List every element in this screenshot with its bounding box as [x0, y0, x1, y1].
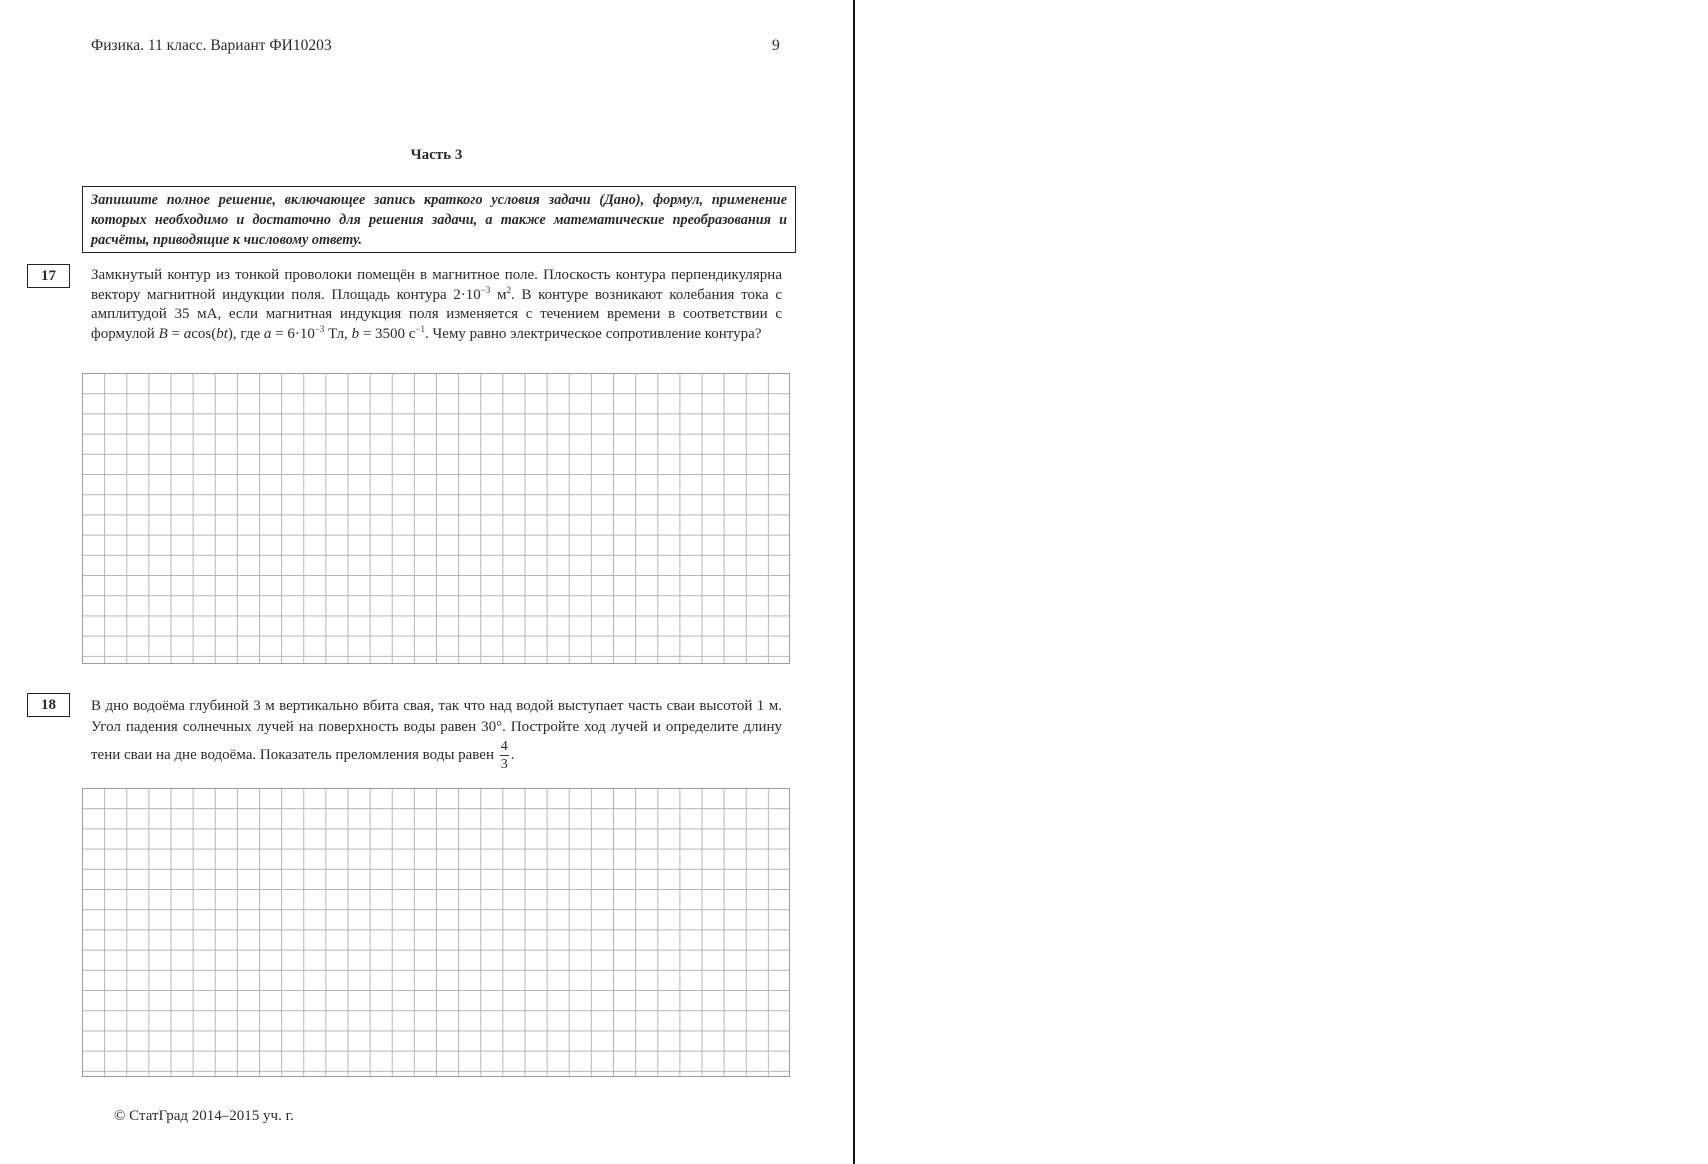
task-17-text-part: . Чему равно электрическое сопротивление контура?	[425, 326, 762, 343]
task-17-text-part: ), где	[227, 326, 264, 343]
task-17-text-part: = 3500 с	[359, 326, 416, 343]
instruction-box: Запишите полное решение, включающее запись краткого условия задачи (Дано), формул, применение которых необходимо и достаточно для решения задачи, а также математические преобразования и расчёты, приводящие к числовому ответу.	[82, 186, 796, 253]
task-17-text-part: cos(	[191, 326, 217, 343]
task-17-var: B	[158, 326, 168, 343]
task-17-text-part: Замкнутый контур из тонкой проволоки помещён в магнитное поле. Плоскость контура перпендикулярна вектору магнитной индукции поля. Площадь контура 2·10	[91, 267, 782, 303]
task-17-text-part: Тл,	[324, 326, 352, 343]
task-18-text	[91, 696, 782, 773]
task-17-var: a	[183, 326, 192, 343]
blank-facing-page	[855, 0, 1708, 1164]
task-17-number: 17	[27, 264, 70, 288]
task-17-exponent: −3	[480, 284, 491, 295]
task-18-number: 18	[27, 693, 70, 717]
footer-copyright: © СтатГрад 2014–2015 уч. г.	[114, 1108, 294, 1124]
document-page	[0, 0, 852, 1164]
fraction-numerator: 4	[500, 739, 508, 754]
task-17-exponent: −3	[314, 324, 325, 335]
task-17-text-part: . В контуре возникают колебания тока с амплитудой 35 мА, если магнитная индукция поля изменяется с течением времени в соответствии с формулой	[91, 286, 782, 343]
header-title: Физика. 11 класс. Вариант ФИ10203	[91, 37, 332, 54]
page-number: 9	[772, 37, 780, 54]
task-18-text-part: В дно водоёма глубиной 3 м вертикально вбита свая, так что над водой выступает часть сваи высотой 1 м. Угол падения солнечных лучей на поверхность воды равен 30°. Постройте ход лучей и определите длину тени сваи на дне водоёма. Показатель преломления воды равен	[91, 698, 782, 763]
task-18-text-part: .	[510, 746, 515, 763]
task-17-var: a	[263, 326, 272, 343]
task-17-text-part: = 6·10	[271, 326, 315, 343]
task-17-var: b	[351, 326, 360, 343]
task-17-text	[91, 266, 782, 345]
task-17-exponent: 2	[506, 284, 512, 295]
fraction	[500, 738, 509, 773]
task-18-answer-grid[interactable]	[82, 788, 790, 1077]
part-title: Часть 3	[410, 147, 463, 163]
task-17-exponent: −1	[415, 324, 426, 335]
task-17-answer-grid[interactable]	[82, 373, 790, 664]
task-17-var: bt	[216, 326, 228, 343]
task-17-text-part: =	[167, 326, 184, 343]
task-17-text-part: м	[490, 286, 507, 303]
fraction-denominator: 3	[500, 757, 508, 772]
